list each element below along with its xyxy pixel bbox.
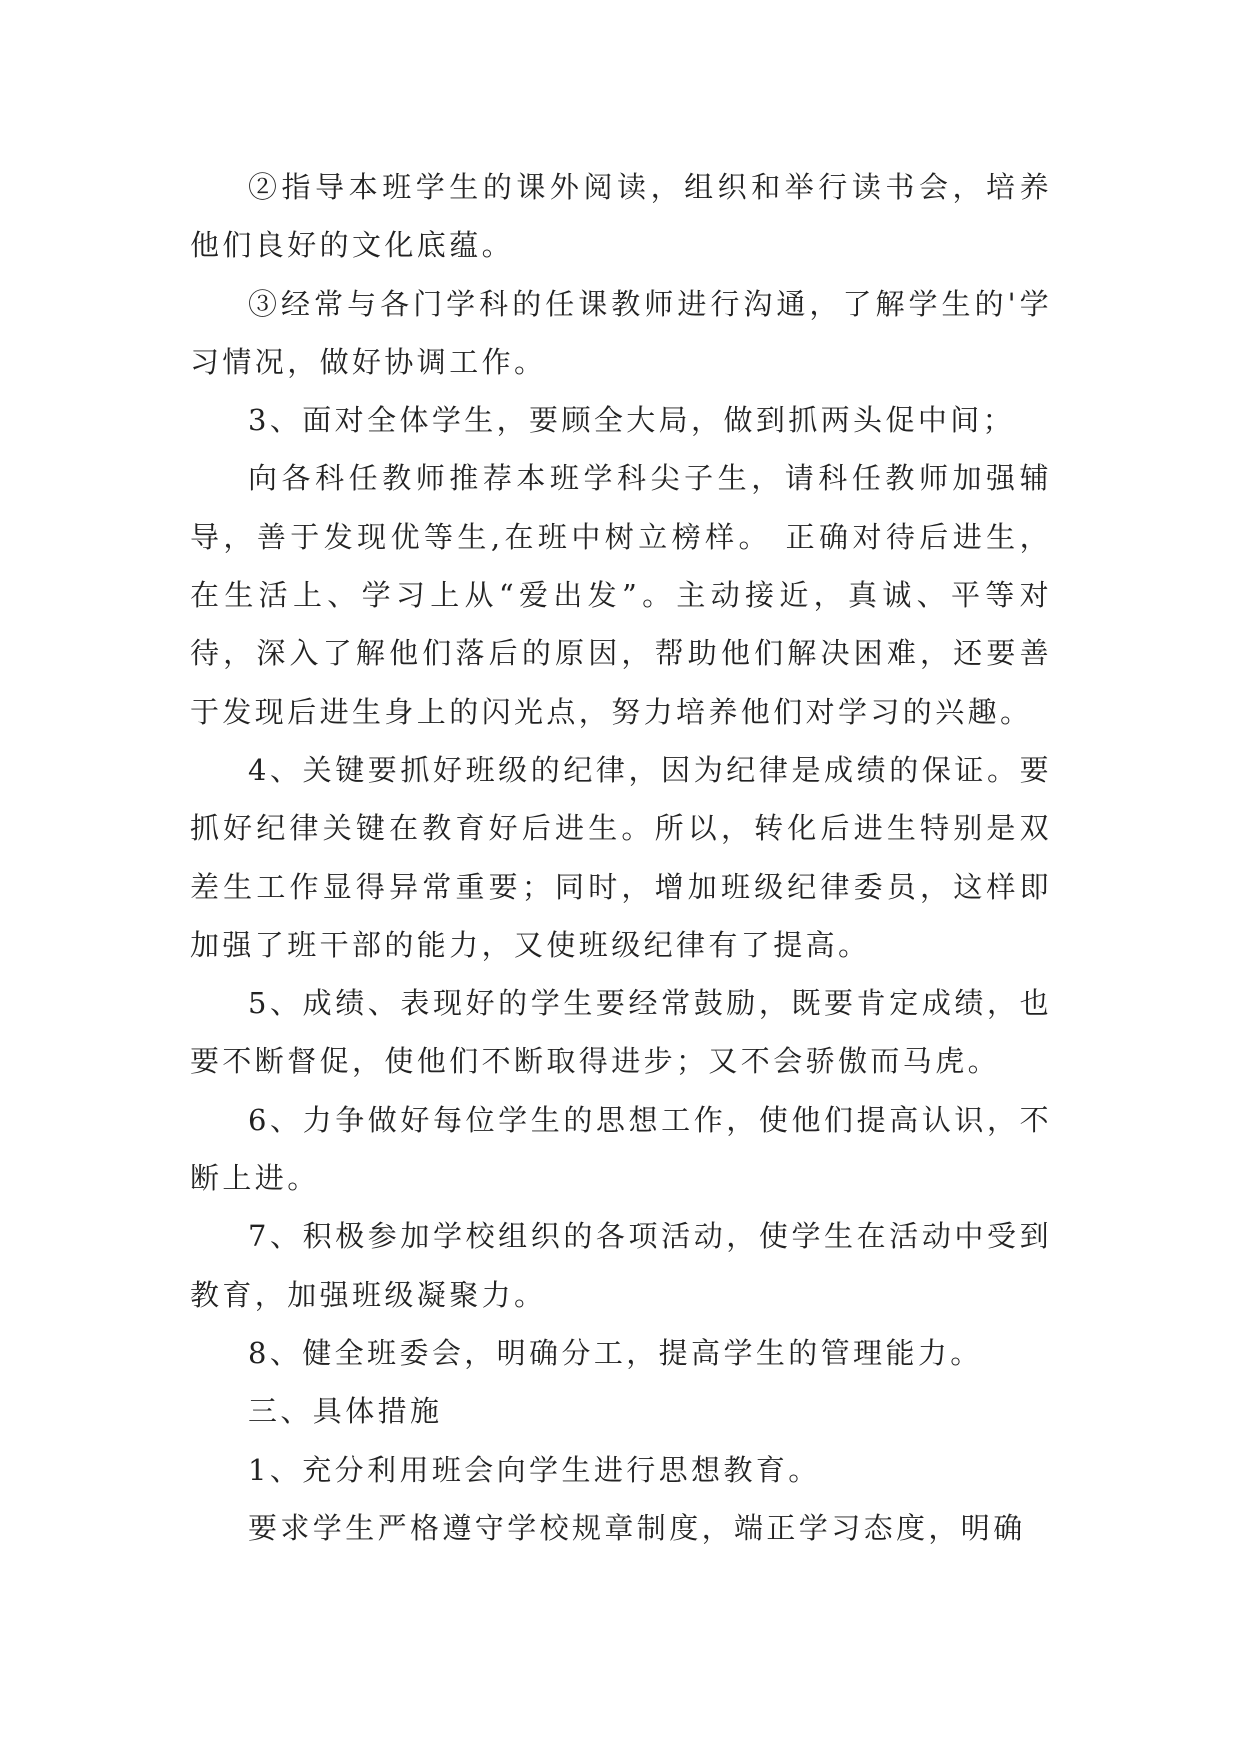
paragraph-item-5: 5、成绩、表现好的学生要经常鼓励，既要肯定成绩，也要不断督促，使他们不断取得进步；又不会骄傲而马虎。 — [190, 986, 1052, 1079]
paragraph-item-8: 8、健全班委会，明确分工，提高学生的管理能力。 — [248, 1335, 983, 1370]
document-body — [190, 158, 1052, 1557]
paragraph-top-and-lagging-students: 向各科任教师推荐本班学科尖子生，请科任教师加强辅导，善于发现优等生,在班中树立榜样。 正确对待后进生，在生活上、学习上从“爱出发”。主动接近，真诚、平等对待，深入了解他们落后的原因，帮助他们解决困难，还要善于发现后进生身上的闪光点，努力培养他们对学习的兴趣。 — [190, 461, 1052, 729]
paragraph-item-3: 3、面对全体学生，要顾全大局，做到抓两头促中间； — [248, 403, 1016, 438]
paragraph-teacher-communication: ③经常与各门学科的任课教师进行沟通，了解学生的'学习情况，做好协调工作。 — [190, 286, 1052, 379]
paragraph-item-6: 6、力争做好每位学生的思想工作，使他们提高认识，不断上进。 — [190, 1102, 1052, 1196]
section-heading-measures: 三、具体措施 — [248, 1394, 443, 1429]
paragraph-measure-1: 1、充分利用班会向学生进行思想教育。 — [248, 1452, 821, 1487]
paragraph-item-7: 7、积极参加学校组织的各项活动，使学生在活动中受到教育，加强班级凝聚力。 — [190, 1219, 1052, 1312]
paragraph-item-4: 4、关键要抓好班级的纪律，因为纪律是成绩的保证。要抓好纪律关键在教育好后进生。所以，转化后进生特别是双差生工作显得异常重要；同时，增加班级纪律委员，这样即加强了班干部的能力，又使班级纪律有了提高。 — [190, 752, 1052, 962]
paragraph-requirements: 要求学生严格遵守学校规章制度，端正学习态度，明确 — [248, 1510, 1026, 1545]
paragraph-reading-guidance: ②指导本班学生的课外阅读，组织和举行读书会，培养他们良好的文化底蕴。 — [190, 170, 1052, 263]
